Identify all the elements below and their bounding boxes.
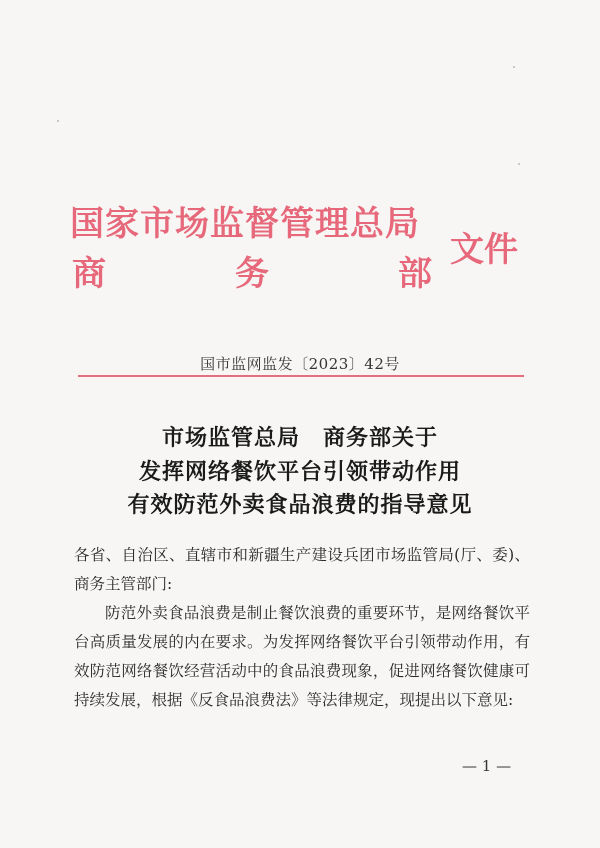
scan-speck: [57, 120, 59, 122]
title-line-1: 市场监管总局 商务部关于: [161, 425, 438, 451]
scan-speck: [513, 66, 515, 68]
title-line-3: 有效防范外卖食品浪费的指导意见: [127, 492, 473, 518]
issuer-char: 部: [398, 254, 432, 294]
document-number: 国市监网监发〔2023〕42号: [200, 355, 400, 373]
issuer-line-2: [72, 246, 432, 295]
title-line-2: 发挥网络餐饮平台引领带动作用: [138, 459, 461, 485]
addressee: 各省、自治区、直辖市和新疆生产建设兵团市场监管局(厅、委)、商务主管部门:: [74, 546, 530, 593]
document-header: [70, 196, 540, 306]
body-paragraph: 防范外卖食品浪费是制止餐饮浪费的重要环节，是网络餐饮平台高质量发展的内在要求。为发挥网络餐饮平台引领带动作用，有效防范网络餐饮经营活动中的食品浪费现象，促进网络餐饮健康可持续发展，根据《反食品浪费法》等法律规定，现提出以下意见:: [74, 604, 530, 709]
scan-speck: [518, 163, 520, 165]
issuer-char: 商: [72, 254, 106, 294]
document-type-label: 文件: [450, 230, 518, 270]
issuer-line-1: 国家市场监督管理总局: [70, 204, 420, 244]
red-divider: [78, 375, 524, 377]
page-number: — 1 —: [462, 757, 512, 775]
issuer-char: 务: [235, 254, 269, 294]
